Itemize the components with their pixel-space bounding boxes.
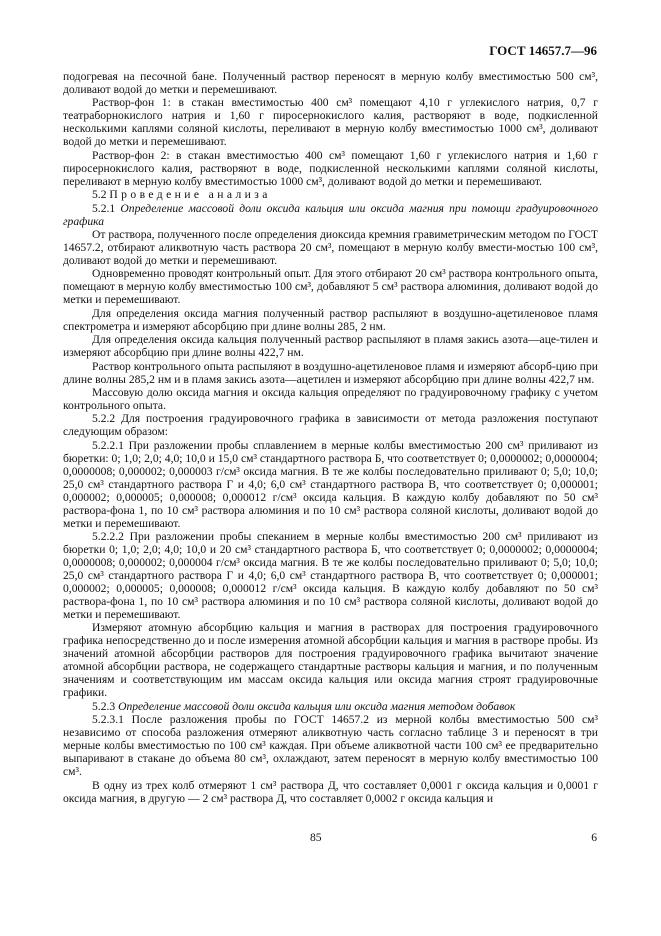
section-title: Определение массовой доли оксида кальция или оксида магния при помощи градуировочного графика	[63, 201, 598, 228]
section-number: 5.2.3	[92, 699, 116, 713]
paragraph: 5.2.2.2 При разложении пробы спеканием в мерные колбы вместимостью 200 см³ приливают из бюретки 0; 1,0; 2,0; 4,0; 10,0 и 20 см³ стандартного раствора Б, что соответствует 0; 0,0000002; 0,0000004; 0,0000008; 0,000002; 0,000004 г/см³ оксида магния. В те же колбы последовательно приливают 0; 5,0; 10,0; 25,0 см³ стандартного раствора Г и 4,0; 6,0 см³ стандартного раствора В, что соответствует 0; 0,000001; 0,000002; 0,000005; 0,000008; 0,000012 г/см³ оксида кальция. В каждую колбу добавляют по 50 см³ раствора-фона 1, по 10 см³ раствора алюминия и по 10 см³ раствора соляной кислоты, доливают водой до метки и перемешивают.	[63, 530, 598, 622]
paragraph: 5.2.2.1 При разложении пробы сплавлением в мерные колбы вместимостью 200 см³ приливают из бюретки: 0; 1,0; 2,0; 4,0; 10,0 и 15,0 см³ стандартного раствора Б, что соответствует 0; 0,0000002; 0,0000004; 0,0000008; 0,000002; 0,000003 г/см³ оксида магния. В те же колбы последовательно приливают 0; 5,0; 10,0; 25,0 см³ стандартного раствора Г и 4,0; 6,0 см³ стандартного раствора В, что соответствует 0; 0,000001; 0,000002; 0,000005; 0,000008; 0,000012 г/см³ оксида кальция. В каждую колбу добавляют по 50 см³ раствора-фона 1, по 10 см³ раствора алюминия и по 10 см³ раствора соляной кислоты, доливают водой до метки и перемешивают.	[63, 438, 598, 530]
document-body	[63, 70, 598, 805]
paragraph: В одну из трех колб отмеряют 1 см³ раствора Д, что составляет 0,0001 г оксида кальция и 0,0001 г оксида магния, в другую — 2 см³ раствора Д, что составляет 0,0002 г оксида кальция и	[63, 778, 598, 805]
paragraph: Для определения оксида магния полученный раствор распыляют в воздушно-ацетиленовое пламя спектрометра и измеряют абсорбцию при длине волны 285, 2 нм.	[63, 306, 598, 333]
paragraph: Для определения оксида кальция полученный раствор распыляют в пламя закись азота—аце-тилен и измеряют абсорбцию при длине волны 422,7 нм.	[63, 333, 598, 360]
sheet-number: 6	[591, 831, 597, 844]
section-heading-5-2-1	[63, 202, 598, 228]
section-heading-5-2-3	[63, 700, 598, 713]
paragraph: Раствор-фон 2: в стакан вместимостью 400 см³ помещают 1,60 г углекислого натрия и 1,60 г пиросернокислого калия, растворяют в воде, подкисленной несколькими каплями соляной кислоты, переливают в мерную колбу вместимостью 1000 см³, доливают водой до метки и перемешивают.	[63, 148, 598, 188]
paragraph: 5.2.3.1 После разложения пробы по ГОСТ 14657.2 из мерной колбы вместимостью 500 см³ независимо от способа разложения отмеряют аликвотную часть согласно таблице 3 и переносят в три мерные колбы вместимостью по 100 см³ каждая. При объеме аликвотной части 100 см³ ее предварительно выпаривают в стакане до объема 80 см³, охлаждают, затем переносят в мерную колбу вместимостью 100 см³.	[63, 713, 598, 779]
section-number: 5.2.1	[92, 201, 116, 215]
paragraph: Измеряют атомную абсорбцию кальция и магния в растворах для построения градуировочного графика непосредственно до и после измерения атомной абсорбции кальция и магния в растворе пробы. Из значений атомной абсорбции растворов для построения градуировочного графика вычитают значение атомной абсорбции раствора, не содержащего стандартные растворы кальция и магния, и по полученным значениям и соответствующим им массам оксида кальция или оксида магния строят градуировочные графики.	[63, 621, 598, 700]
section-number: 5.2	[92, 188, 107, 202]
paragraph: Раствор контрольного опыта распыляют в воздушно-ацетиленовое пламя и измеряют абсорб-цию при длине волны 285,2 нм и в пламя закись азота—ацетилен и измеряют абсорбцию при длине волны 422,7 нм.	[63, 359, 598, 386]
paragraph: Массовую долю оксида магния и оксида кальция определяют по градуировочному графику с учетом контрольного опыта.	[63, 385, 598, 412]
paragraph: 5.2.2 Для построения градуировочного графика в зависимости от метода разложения поступают следующим образом:	[63, 412, 598, 439]
section-title: Проведение анализа	[109, 188, 271, 202]
section-title: Определение массовой доли оксида кальция или оксида магния методом добавок	[118, 699, 516, 713]
paragraph: От раствора, полученного после определения диоксида кремния гравиметрическим методом по ГОСТ 14657.2, отбирают аликвотную часть раствора 20 см³, помещают в мерную колбу вмести-мостью 100 см³, доливают водой до метки и перемешивают.	[63, 227, 598, 267]
paragraph: Раствор-фон 1: в стакан вместимостью 400 см³ помещают 4,10 г углекислого натрия, 0,7 г театраборнокислого натрия и 1,60 г пиросернокислого калия, растворяют в воде, подкисленной несколькими каплями соляной кислоты, переливают в мерную колбу вместимостью 1000 см³, доливают водой до метки и перемешивают.	[63, 96, 598, 149]
paragraph: подогревая на песочной бане. Полученный раствор переносят в мерную колбу вместимостью 500 см³, доливают водой до метки и перемешивают.	[63, 70, 598, 96]
paragraph: Одновременно проводят контрольный опыт. Для этого отбирают 20 см³ раствора контрольного опыта, помещают в мерную колбу вместимостью 100 см³, добавляют 5 см³ раствора алюминия, доливают водой до метки и перемешивают.	[63, 267, 598, 307]
section-heading-5-2	[63, 188, 598, 201]
document-code-header: ГОСТ 14657.7—96	[489, 43, 597, 58]
page-number: 85	[310, 831, 322, 844]
